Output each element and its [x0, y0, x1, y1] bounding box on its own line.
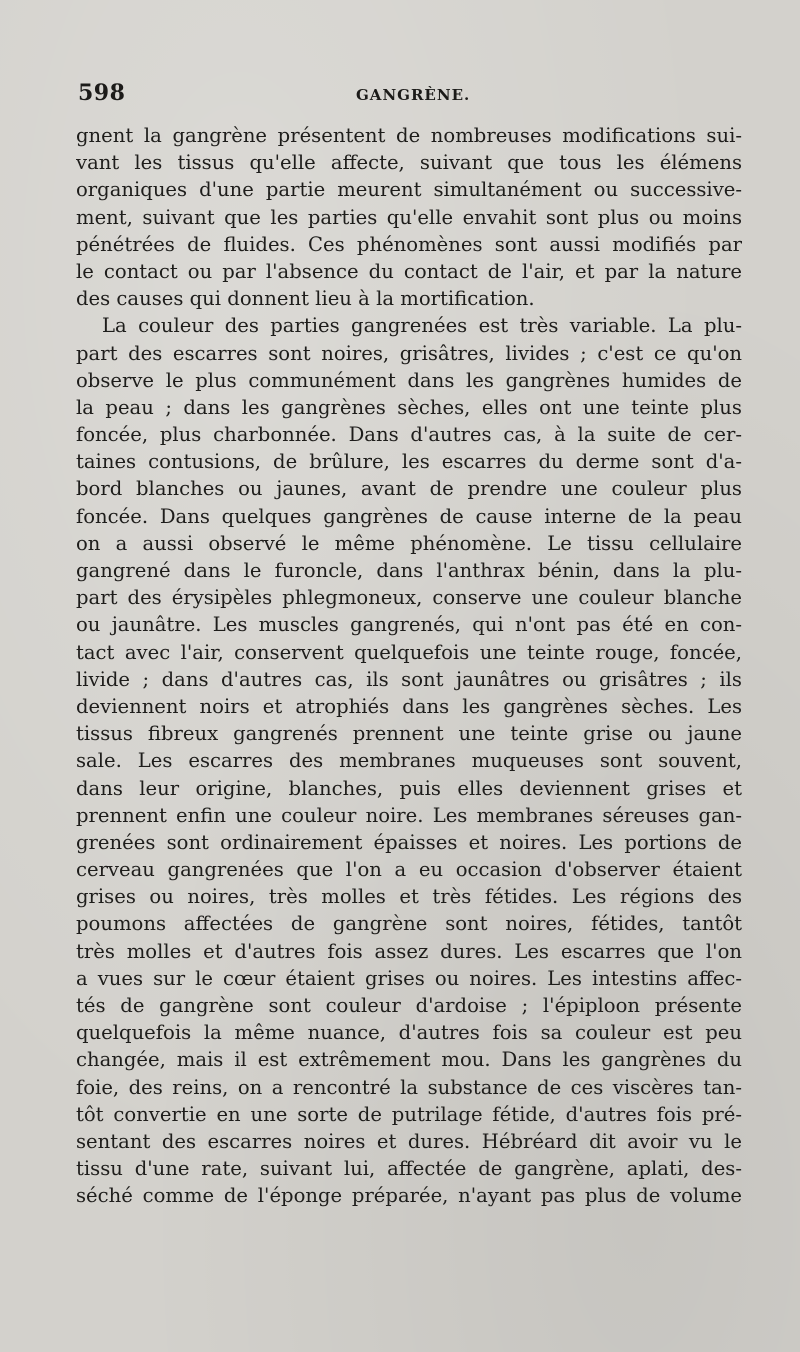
text-line: ou jaunâtre. Les muscles gangrenés, qui n'ont pas été en con- — [76, 613, 742, 637]
text-line: livide ; dans d'autres cas, ils sont jaunâtres ou grisâtres ; ils — [76, 667, 742, 691]
text-line: changée, mais il est extrêmement mou. Dans les gangrènes du — [76, 1048, 742, 1072]
text-line: tissu d'une rate, suivant lui, affectée de gangrène, aplati, des- — [76, 1157, 742, 1181]
text-line: grenées sont ordinairement épaisses et noires. Les portions de — [76, 830, 742, 854]
running-title: GANGRÈNE. — [356, 86, 471, 104]
page-number: 598 — [78, 80, 126, 106]
text-line: dans leur origine, blanches, puis elles deviennent grises et — [76, 776, 742, 800]
text-line: La couleur des parties gangrenées est très variable. La plu- — [102, 314, 742, 338]
text-line: taines contusions, de brûlure, les escarres du derme sont d'a- — [76, 450, 742, 474]
text-line: tôt convertie en une sorte de putrilage fétide, d'autres fois pré- — [76, 1102, 742, 1126]
text-line: observe le plus communément dans les gangrènes humides de — [76, 368, 742, 392]
text-line: ment, suivant que les parties qu'elle envahit sont plus ou moins — [76, 205, 742, 229]
text-line: tissus fibreux gangrenés prennent une teinte grise ou jaune — [76, 722, 742, 746]
text-line: gangrené dans le furoncle, dans l'anthrax bénin, dans la plu- — [76, 559, 742, 582]
text-line: cerveau gangrenées que l'on a eu occasion d'observer étaient — [76, 858, 742, 882]
text-line: on a aussi observé le même phénomène. Le tissu cellulaire — [76, 531, 742, 555]
text-line: foncée, plus charbonnée. Dans d'autres cas, à la suite de cer- — [76, 423, 742, 447]
text-line: sale. Les escarres des membranes muqueuses sont souvent, — [76, 749, 742, 773]
text-line: pénétrées de fluides. Ces phénomènes sont aussi modifiés par — [76, 232, 742, 256]
text-line: vant les tissus qu'elle affecte, suivant que tous les élémens — [76, 151, 742, 175]
text-line: foie, des reins, on a rencontré la substance de ces viscères tan- — [76, 1075, 742, 1099]
text-line: foncée. Dans quelques gangrènes de cause interne de la peau — [76, 504, 742, 528]
text-line: quelquefois la même nuance, d'autres fois sa couleur est peu — [76, 1021, 742, 1045]
text-line: deviennent noirs et atrophiés dans les gangrènes sèches. Les — [76, 694, 742, 718]
text-line: la peau ; dans les gangrènes sèches, elles ont une teinte plus — [76, 395, 742, 419]
text-line: des causes qui donnent lieu à la mortification. — [76, 287, 535, 311]
page-header — [76, 80, 740, 114]
text-line: part des érysipèles phlegmoneux, conserve une couleur blanche — [76, 586, 742, 610]
text-line: tact avec l'air, conservent quelquefois une teinte rouge, foncée, — [76, 640, 742, 664]
text-line: très molles et d'autres fois assez dures. Les escarres que l'on — [76, 939, 742, 963]
text-line: sentant des escarres noires et dures. Hébréard dit avoir vu le — [76, 1129, 742, 1153]
text-line: grises ou noires, très molles et très fétides. Les régions des — [76, 885, 742, 909]
text-line: a vues sur le cœur étaient grises ou noires. Les intestins affec- — [76, 966, 742, 990]
text-line: tés de gangrène sont couleur d'ardoise ; l'épiploon présente — [76, 994, 742, 1017]
text-line: gnent la gangrène présentent de nombreuses modifications sui- — [76, 124, 742, 147]
text-line: part des escarres sont noires, grisâtres, livides ; c'est ce qu'on — [76, 341, 742, 365]
body-text — [76, 122, 742, 1210]
text-line: poumons affectées de gangrène sont noires, fétides, tantôt — [76, 912, 742, 936]
text-line: prennent enfin une couleur noire. Les membranes séreuses gan- — [76, 803, 742, 827]
text-line: séché comme de l'éponge préparée, n'ayant pas plus de volume — [76, 1184, 742, 1208]
text-line: organiques d'une partie meurent simultanément ou successive- — [76, 178, 742, 202]
text-line: bord blanches ou jaunes, avant de prendre une couleur plus — [76, 477, 742, 501]
text-line: le contact ou par l'absence du contact de l'air, et par la nature — [76, 259, 742, 283]
